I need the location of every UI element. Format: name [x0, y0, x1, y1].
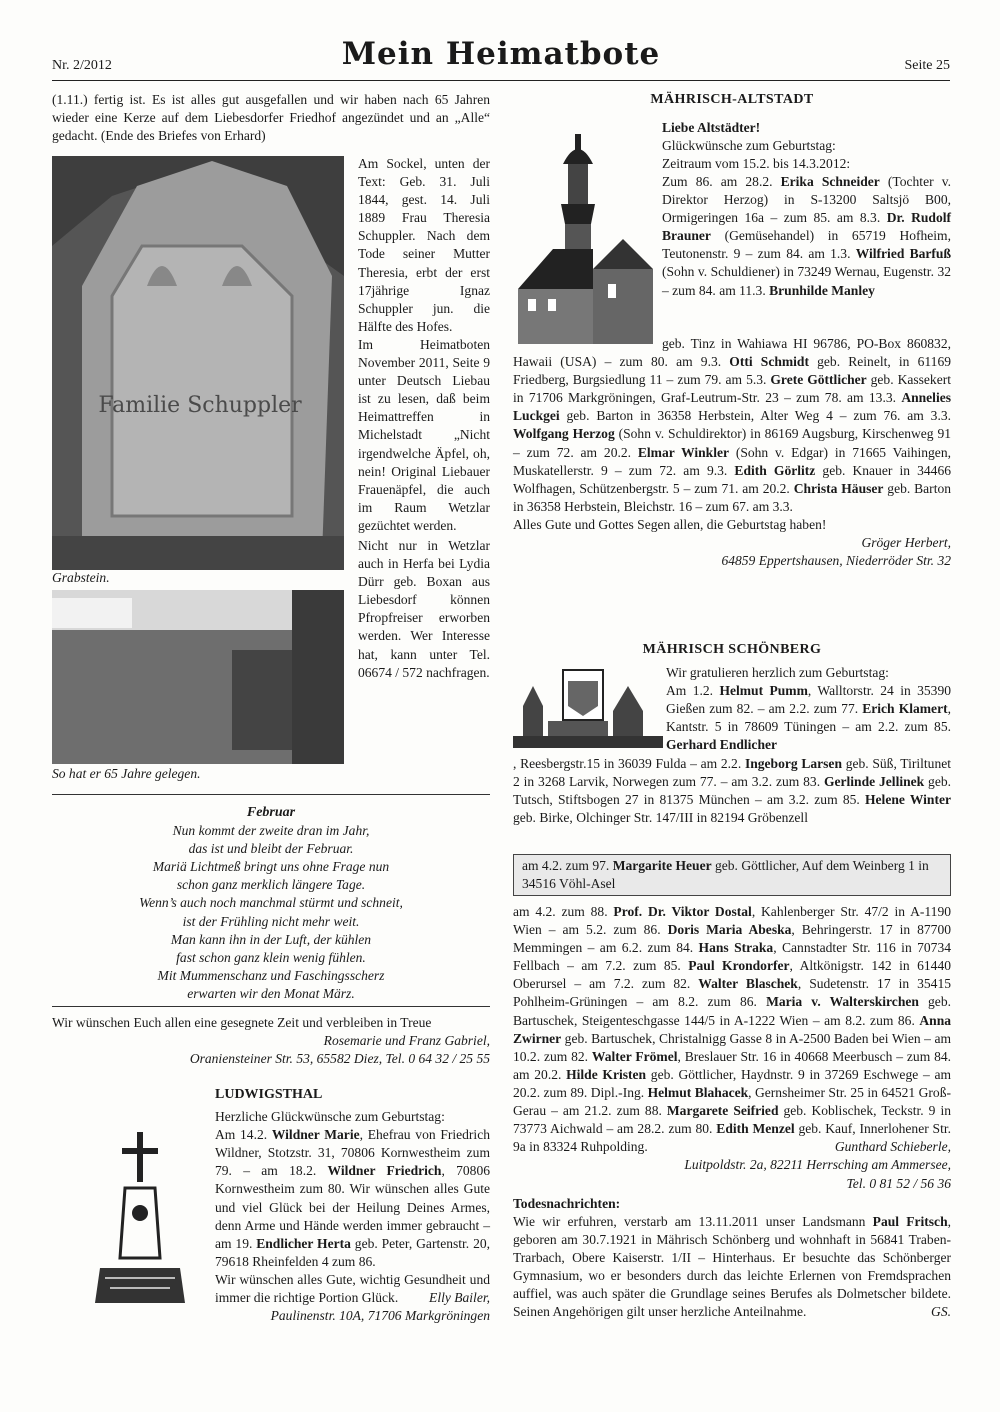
side-text-3: Nicht nur in Wetzlar auch in Herfa bei Lydia Dürr geb. Boxan aus Liebesdorf können Pfropfreiser erworben werden. Wer Interesse hat, kann unter Tel. 06674 / 572 nachfragen.: [358, 537, 490, 680]
text-span: geb. Süß, Tiriltunet 2 in 3268 Larvik, Norwegen zum 77. – am 3.2. zum 83.: [513, 756, 951, 790]
poem-line: erwarten wir den Monat März.: [187, 985, 355, 1001]
issue-number: Nr. 2/2012: [52, 58, 112, 73]
text-span: Am 1.2.: [666, 683, 720, 699]
todesnachrichten-title: Todesnachrichten:: [513, 1195, 621, 1211]
poem-line: schon ganz merklich längere Tage.: [176, 877, 366, 893]
page-number: Seite 25: [904, 58, 950, 73]
cross-icon: [90, 1128, 190, 1308]
schoenberg-line: [513, 755, 951, 827]
side-text-2: Im Heimatboten November 2011, Seite 9 unter Deutsch Liebau ist zu lesen, daß beim Heimattreffen in Michelstadt „Nicht irgendwelche Äpfel, oh, nein! Original Liebauer Frauenäpfel, die auch im Raum Wetzlar gezüchtet werden.: [358, 336, 490, 533]
text-span: , Altkönigstr. 142 in 61440 Oberursel – am 7.2. zum 82.: [513, 958, 952, 992]
text-span: , Ehefrau von Friedrich Wildner, Stotzstr. 31, 70806 Kornwestheim zum 79. – am 18.2.: [215, 1127, 490, 1179]
ludwigsthal-sign-address: Paulinenstr. 10A, 71706 Markgröningen: [270, 1308, 490, 1324]
birthday-name: Annelies Luckgei: [513, 390, 951, 424]
poem-line: Mariä Lichtmeß bringt uns ohne Frage nun: [152, 859, 390, 875]
text-span: geb. Tutsch, Stiftsbogen 27 in 81375 München – am 3.2. zum 85.: [513, 774, 951, 808]
birthday-name: Wildner Friedrich: [327, 1163, 442, 1179]
text-span: (Sohn v. Schuldirektor) in 86169 Augsburg, Kirschenweg 91 – zum 72. am 20.2.: [513, 426, 951, 460]
birthday-name: Edith Menzel: [716, 1121, 795, 1137]
birthday-name: Otti Schmidt: [729, 354, 809, 370]
ludwigsthal-sign-name: Elly Bailer,: [429, 1290, 490, 1306]
schoenberg-header: [513, 641, 951, 659]
poem-line: Wenn’s auch noch manchmal stürmt und schneit,: [139, 895, 403, 911]
wish-block: [52, 1014, 490, 1068]
gravestone-inscription: Familie Schuppler: [98, 393, 302, 418]
text-span: am 4.2. zum 88.: [513, 904, 614, 919]
text-span: (Tochter v. Direktor Herzog) in S-13200 Saltsjö B00, Ormigeringen 16a – zum 85. am 8.3.: [662, 174, 951, 226]
wish-sign-address: Oraniensteiner Str. 53, 65582 Diez, Tel. 0 64 32 / 25 55: [189, 1051, 490, 1067]
text-span: , geboren am 30.7.1921 in Mährisch Schönberg und wohnhaft in 56841 Traben-Trarbach, Obere Kaiserstr. 1/II – Hinterhaus. Er besuchte das Schönberger Gymnasium, wo er besonders durch das leichte Erlernen von Fremdsprachen auffiel, was auch später die Grundlage seines Berufes als Dolmetscher bildete. Seinen Angehörigen gilt unser herzliche Anteilnahme.: [513, 1213, 951, 1320]
birthday-name: Walter Frömel: [591, 1048, 678, 1064]
text-span: geb. Koblischek, Teckstr. 9 in 73773 Aichwald – am 28.2. zum 80.: [513, 1103, 951, 1137]
birthday-name: Gerlinde Jellinek: [823, 774, 925, 790]
text-span: Wie wir erfuhren, verstarb am 13.11.2011 unser Landsmann: [513, 1213, 873, 1229]
altstadt-sign-address: 64859 Eppertshausen, Niederröder Str. 32: [721, 553, 951, 569]
birthday-name: Hilde Kristen: [566, 1066, 647, 1082]
wish-sign-name: Rosemarie und Franz Gabriel,: [323, 1033, 490, 1049]
altstadt-closing: Alles Gute und Gottes Segen allen, die Geburtstag haben!: [513, 516, 827, 532]
text-span: , Kantstr. 5 in 78609 Tüningen – am 2.2. zum 85.: [666, 701, 951, 735]
ludwigsthal-body: [215, 1126, 490, 1271]
text-span: geb. Barton in 36358 Herbstein, Bleichstr. 16 – zum 67. am 3.3.: [513, 480, 951, 514]
birthday-name: Hans Straka: [698, 940, 774, 956]
schoenberg-body-wide: [513, 755, 951, 827]
divider-2: [52, 1006, 490, 1007]
text-span: , Gernsheimer Str. 25 in 64521 Groß-Gerau – am 21.2. zum 88.: [513, 1084, 951, 1119]
birthday-name: Brunhilde Manley: [769, 282, 875, 298]
text-span: geb. Tinz in Wahiawa HI 96786, PO-Box 860832, Hawaii (USA) – zum 80. am 9.3.: [513, 336, 951, 370]
birthday-name: Walter Blaschek: [698, 976, 798, 992]
text-span: (Sohn v. Edgar) in 71665 Vaihingen, Muskatellerstr. 9 – zum 72. am 9.3.: [513, 444, 951, 478]
ludwigsthal-section: [215, 1086, 490, 1325]
schoenberg-title: MÄHRISCH SCHÖNBERG: [642, 642, 822, 657]
birthday-name: Prof. Dr. Viktor Dostal: [613, 904, 752, 919]
ludwigsthal-intro: Herzliche Glückwünsche zum Geburtstag:: [215, 1109, 445, 1125]
ludwigsthal-title: LUDWIGSTHAL: [215, 1087, 323, 1102]
schoenberg-intro: Wir gratulieren herzlich zum Geburtstag:: [666, 665, 889, 680]
poem-line: das ist und bleibt der Februar.: [188, 841, 354, 857]
altstadt-intro: Glückwünsche zum Geburtstag:: [662, 138, 836, 154]
text-span: , Cannstadter Str. 116 in 70734 Fellbach – am 7.2. zum 85.: [513, 940, 951, 974]
birthday-name: Endlicher Herta: [256, 1235, 351, 1251]
text-span: geb. Kassekert in 71706 Markgröningen, Graf-Leutrum-Str. 23 – zum 78. am 13.3.: [513, 372, 951, 406]
altstadt-greeting: [662, 119, 951, 173]
cemetery-photo: [52, 590, 344, 764]
altstadt-greet: Liebe Altstädter!: [662, 120, 761, 135]
cemetery-illustration: [52, 590, 344, 764]
header-rule: [52, 80, 950, 81]
divider-1: [52, 794, 490, 795]
birthday-name: Doris Maria Abeska: [667, 922, 792, 938]
text-span: geb. Bartuschek, Steigenteschgasse 144/5 in A-1222 Wien – am 8.2. zum 86.: [513, 994, 951, 1028]
text-span: , Breslauer Str. 16 in 40668 Meerbusch – zum 84. am 20.2.: [513, 1048, 952, 1082]
text-span: , Kahlenberger Str. 47/2 in A-1190 Wien – am 5.2. zum 86.: [513, 904, 951, 938]
poem-line: Mit Mummenschanz und Faschingsscherz: [157, 967, 385, 983]
birthday-name: Anna Zwirner: [513, 1012, 951, 1046]
text-span: geb. Göttlicher, Haydnstr. 9 in 37269 Eschwege – am 20.2. zum 89. Dipl.-Ing.: [513, 1066, 951, 1100]
birthday-name: Maria v. Walterskirchen: [766, 994, 919, 1010]
intro-paragraph: (1.11.) fertig ist. Es ist alles gut ausgefallen und wir haben nach 65 Jahren wieder eine Kerze auf dem Liebesdorfer Friedhof angezündet und an „Alle“ gedacht. (Ende des Briefes von Erhard): [52, 92, 490, 144]
highlight-box: [513, 854, 951, 896]
poem-title: Februar: [246, 805, 296, 820]
town-drawing: [513, 666, 663, 748]
text-span: geb. Knauer in 34466 Wolfhagen, Schützenbergstr. 5 – zum 71. am 20.2.: [513, 462, 951, 496]
right-column: [513, 91, 951, 109]
poem-line: ist der Frühling nicht mehr weit.: [182, 913, 360, 929]
altstadt-title: MÄHRISCH-ALTSTADT: [650, 92, 814, 107]
schoenberg-body-2: [513, 903, 951, 1321]
birthday-name: Erich Klamert: [862, 701, 948, 717]
birthday-name: Helmut Blahacek: [647, 1084, 749, 1100]
altstadt-body-wide: [513, 335, 951, 570]
altstadt-line: [513, 335, 951, 516]
deceased-name: Paul Fritsch: [872, 1213, 948, 1229]
schoenberg-line: [666, 682, 951, 754]
church-icon: [513, 124, 653, 352]
text-span: , Reesbergstr.15 in 36039 Fulda – am 2.2.: [513, 756, 745, 771]
text-span: geb. Bartuschek, Christalnigg Gasse 8 in A-2500 Baden bei Wien – am 10.2. zum 82.: [513, 1030, 951, 1064]
poem-line: Nun kommt der zweite dran im Jahr,: [172, 823, 370, 839]
schoenberg-sign-name: Gunthard Schieberle,: [834, 1139, 951, 1155]
text-span: Am 14.2.: [215, 1127, 272, 1143]
church-drawing: [513, 124, 653, 352]
birthday-name: Wilfried Barfuß: [855, 246, 952, 262]
altstadt-line: [662, 173, 951, 300]
birthday-name: Gerhard Endlicher: [666, 737, 778, 753]
altstadt-period: Zeitraum vom 15.2. bis 14.3.2012:: [662, 156, 851, 172]
schoenberg-line: [513, 903, 951, 1156]
birthday-name: Margarete Seifried: [666, 1103, 779, 1119]
birthday-name: Helmut Pumm: [719, 683, 808, 699]
text-span: geb. Göttlicher, Auf dem Weinberg 1 in 34516 Vöhl-Asel: [522, 858, 929, 892]
text-span: , 70806 Kornwestheim zum 80. Wir wünschen alles Gute und viel Glück bei der Heilung Deines Armes, denn Arme und Hände werden immer gebraucht – am 19.: [215, 1163, 491, 1251]
birthday-name: Ingeborg Larsen: [744, 756, 842, 771]
poem-februar: [52, 804, 490, 1003]
poem-line: Man kann ihn in der Luft, der kühlen: [170, 931, 372, 947]
gravestone-photo: [52, 156, 344, 570]
birthday-name: Edith Görlitz: [734, 462, 816, 478]
text-span: (Sohn v. Schuldiener) in 73249 Wernau, Eugenstr. 32 – zum 84. am 11.3.: [662, 264, 951, 298]
text-span: geb. Peter, Gartenstr. 20, 79618 Rheinfelden 4 zum 86.: [215, 1235, 490, 1269]
text-span: , Walltorstr. 24 in 35390 Gießen zum 82. – am 2.2. zum 77.: [666, 683, 951, 717]
altstadt-body-narrow: [662, 173, 951, 300]
altstadt-sign-name: Gröger Herbert,: [861, 535, 951, 551]
ludwigsthal-wish: Wir wünschen alles Gute, wichtig Gesundheit und immer die richtige Portion Glück.: [215, 1271, 490, 1306]
birthday-name: Erika Schneider: [780, 174, 880, 189]
birthday-name: Paul Krondorfer: [688, 958, 790, 974]
text-span: geb. Reinelt, in 61169 Friedberg, Burgsiedlung 11 – zum 79. am 5.3.: [513, 354, 951, 388]
wish-text: Wir wünschen Euch allen eine gesegnete Zeit und verbleiben in Treue: [52, 1015, 432, 1030]
schoenberg-sign-phone: Tel. 0 81 52 / 56 36: [846, 1175, 951, 1191]
caption-grabstein: Grabstein.: [52, 570, 110, 585]
birthday-name: Elmar Winkler: [637, 444, 729, 460]
birthday-name: Helene Winter: [865, 792, 951, 808]
text-span: (Gemüsehandel) in 65719 Hofheim, Teutonenstr. 9 – zum 84. am 1.3.: [662, 228, 951, 262]
town-skyline-icon: [513, 666, 663, 748]
gravestone-illustration: [52, 156, 344, 570]
text-span: Zum 86. am 28.2.: [662, 174, 781, 189]
birthday-name: Grete Göttlicher: [770, 372, 867, 388]
schoenberg-body-narrow: [666, 664, 951, 754]
text-span: , Behringerstr. 17 in 87700 Memmingen – am 6.2. zum 84.: [513, 922, 952, 956]
left-column: [52, 91, 490, 145]
birthday-name: Dr. Rudolf Brauner: [662, 210, 951, 244]
birthday-name: Wildner Marie: [271, 1127, 360, 1143]
side-text-1: Am Sockel, unten der Text: Geb. 31. Juli 1844, gest. 14. Juli 1889 Frau Theresia Schuppler. Nach dem Tode seiner Mutter Theresia, erbt der erst 17jährige Ignaz Schuppler jun. die Hälfte des Hofes.: [358, 156, 490, 334]
text-span: geb. Birke, Olchinger Str. 147/III in 82194 Gröbenzell: [513, 810, 808, 826]
birthday-name: Christa Häuser: [793, 480, 884, 496]
birthday-name: Margarite Heuer: [612, 858, 712, 873]
todesnachrichten-sign: GS.: [931, 1304, 951, 1320]
schoenberg-sign-address: Luitpoldstr. 2a, 82211 Herrsching am Ammersee,: [684, 1157, 951, 1173]
masthead-title: Mein Heimatbote: [341, 36, 661, 72]
page-header: [52, 36, 950, 78]
text-span: geb. Kauf, Innerlohener Str. 9a in 83324 Ruhpolding.: [513, 1121, 952, 1155]
caption-65-jahre: So hat er 65 Jahre gelegen.: [52, 766, 201, 781]
text-span: , Sudetenstr. 17 in 35415 Pohlheim-Grüningen – am 8.2. zum 86.: [513, 976, 951, 1010]
poem-line: fast schon ganz klein wenig fühlen.: [176, 949, 366, 965]
text-span: geb. Barton in 36358 Herbstein, Alter Weg 4 – zum 76. am 3.3.: [559, 408, 951, 424]
gravestone-side-text: [358, 155, 490, 682]
cross-drawing: [90, 1128, 190, 1308]
text-span: am 4.2. zum 97.: [522, 858, 613, 873]
birthday-name: Wolfgang Herzog: [513, 426, 615, 442]
